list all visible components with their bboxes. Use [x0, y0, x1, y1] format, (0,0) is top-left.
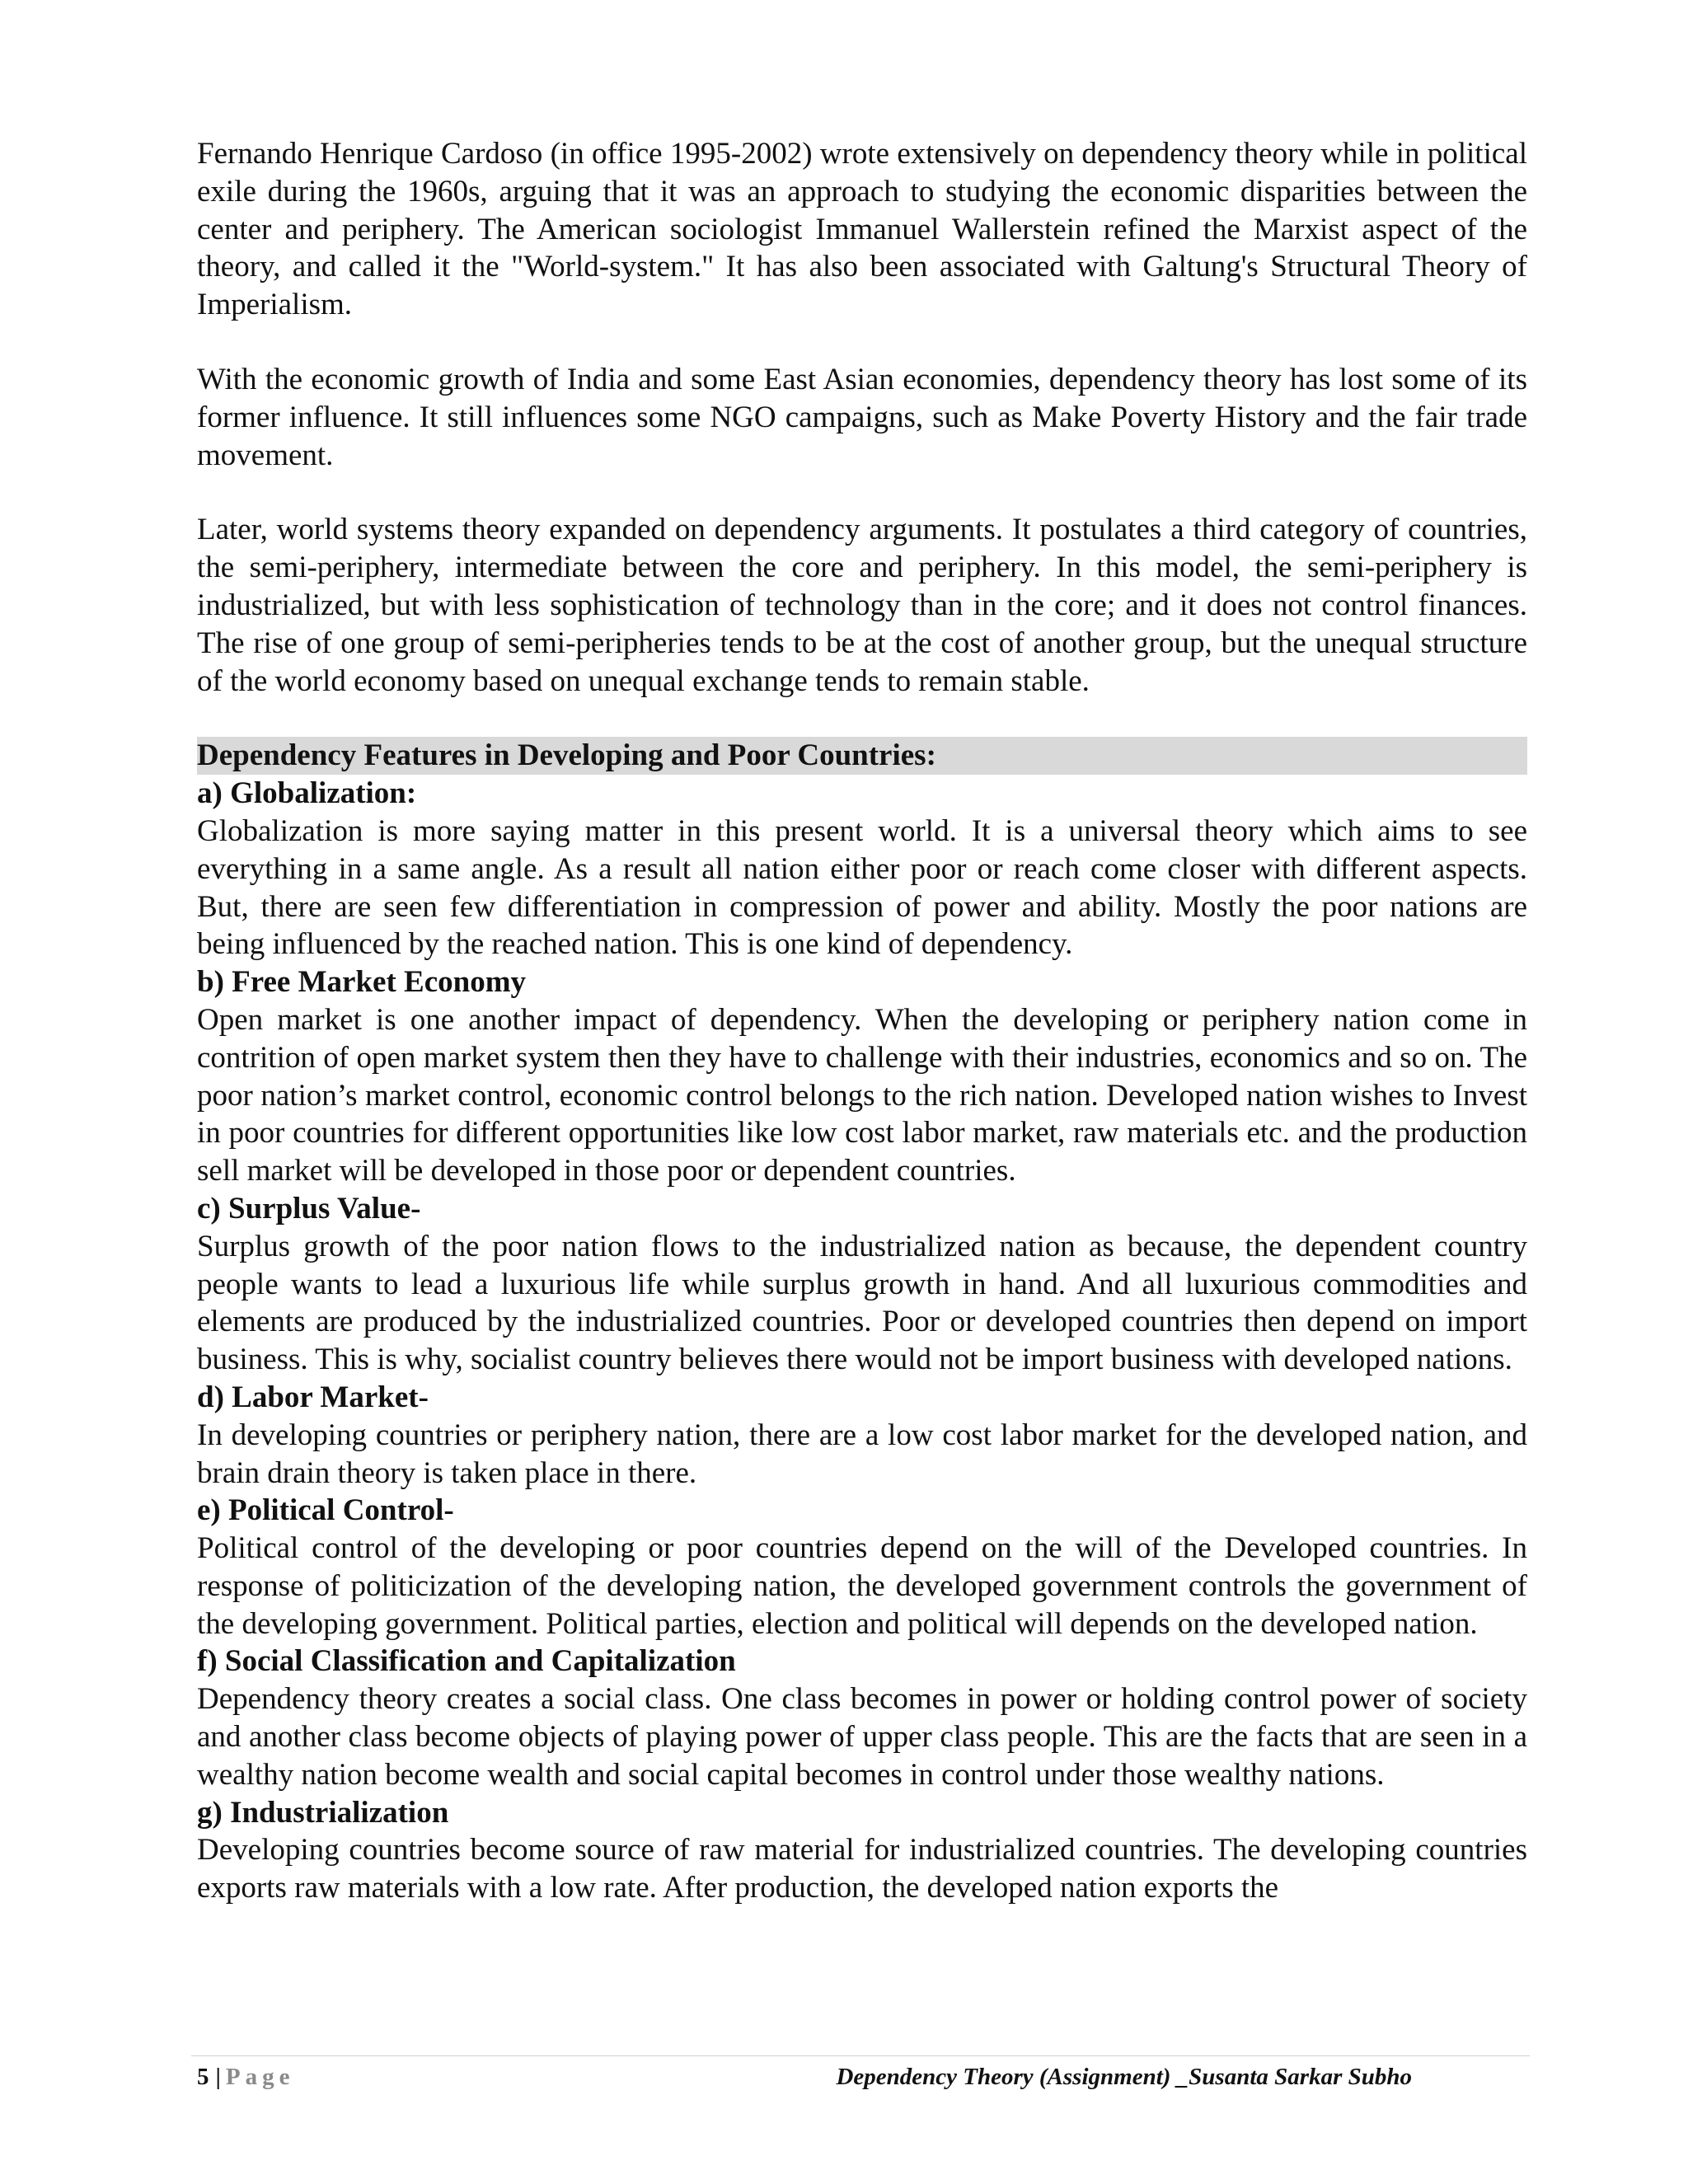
- feature-industrialization: [197, 1794, 1527, 1907]
- feature-globalization: [197, 775, 1527, 963]
- intro-paragraph-1: Fernando Henrique Cardoso (in office 1995-2002) wrote extensively on dependency theory while in political exile during the 1960s, arguing that it was an approach to studying the economic disparities between the center and periphery. The American sociologist Immanuel Wallerstein refined the Marxist aspect of the theory, and called it the "World-system." It has also been associated with Galtung's Structural Theory of Imperialism.: [197, 137, 1527, 322]
- intro-paragraph-2: With the economic growth of India and some East Asian economies, dependency theory has lost some of its former influence. It still influences some NGO campaigns, such as Make Poverty History and the fair trade movement.: [197, 362, 1527, 472]
- feature-social-classification: [197, 1643, 1527, 1793]
- footer-separator: |: [215, 2064, 221, 2090]
- footer-document-title: Dependency Theory (Assignment) _Susanta Sarkar Subho: [836, 2064, 1412, 2090]
- feature-title: a) Globalization:: [197, 776, 417, 811]
- feature-free-market: [197, 963, 1527, 1190]
- feature-labor-market: [197, 1379, 1527, 1492]
- intro-paragraph-3: Later, world systems theory expanded on dependency arguments. It postulates a third category of countries, the semi-periphery, intermediate between the core and periphery. In this model, the semi-periphery is industrialized, but with less sophistication of technology than in the core; and it does not control finances. The rise of one group of semi-peripheries tends to be at the cost of another group, but the unequal structure of the world economy based on unequal exchange tends to remain stable.: [197, 513, 1527, 698]
- feature-body: Surplus growth of the poor nation flows to the industrialized nation as because, the dependent country people wants to lead a luxurious life while surplus growth in hand. And all luxurious commodities and elements are produced by the industrialized countries. Poor or developed countries then depend on import business. This is why, socialist country believes there would not be import business with developed nations.: [197, 1229, 1527, 1377]
- page-label: Page: [225, 2064, 295, 2090]
- feature-title: f) Social Classification and Capitalization: [197, 1644, 736, 1679]
- feature-body: Open market is one another impact of dependency. When the developing or periphery nation come in contrition of open market system then they have to challenge with their industries, economics and so on. The poor nation’s market control, economic control belongs to the rich nation. Developed nation wishes to Invest in poor countries for different opportunities like low cost labor market, raw materials etc. and the production sell market will be developed in those poor or dependent countries.: [197, 1002, 1527, 1188]
- footer-divider: [191, 2055, 1530, 2056]
- feature-title: e) Political Control-: [197, 1493, 454, 1528]
- feature-surplus-value: [197, 1190, 1527, 1379]
- feature-title: g) Industrialization: [197, 1795, 449, 1830]
- feature-body: Globalization is more saying matter in this present world. It is a universal theory which aims to see everything in a same angle. As a result all nation either poor or reach come closer with different aspects. But, there are seen few differentiation in compression of power and ability. Mostly the poor nations are being influenced by the reached nation. This is one kind of dependency.: [197, 813, 1527, 962]
- feature-title: c) Surplus Value-: [197, 1191, 421, 1226]
- page-content: [197, 135, 1527, 1907]
- page-footer: [197, 2064, 1527, 2097]
- section-heading: Dependency Features in Developing and Poor Countries:: [197, 737, 1527, 775]
- page-number: 5: [197, 2064, 209, 2090]
- feature-title: d) Labor Market-: [197, 1380, 429, 1414]
- feature-body: In developing countries or periphery nation, there are a low cost labor market for the developed nation, and brain drain theory is taken place in there.: [197, 1418, 1527, 1490]
- feature-body: Developing countries become source of raw material for industrialized countries. The developing countries exports raw materials with a low rate. After production, the developed nation exports the: [197, 1833, 1527, 1905]
- feature-body: Political control of the developing or poor countries depend on the will of the Developed countries. In response of politicization of the developing nation, the developed government controls the government of the developing government. Political parties, election and political will depends on the developed nation.: [197, 1531, 1527, 1641]
- page-number-group: [197, 2064, 294, 2091]
- feature-title: b) Free Market Economy: [197, 965, 527, 1000]
- feature-body: Dependency theory creates a social class. One class becomes in power or holding control power of society and another class become objects of playing power of upper class people. This are the facts that are seen in a wealthy nation become wealth and social capital becomes in control under those wealthy nations.: [197, 1682, 1527, 1792]
- feature-political-control: [197, 1492, 1527, 1643]
